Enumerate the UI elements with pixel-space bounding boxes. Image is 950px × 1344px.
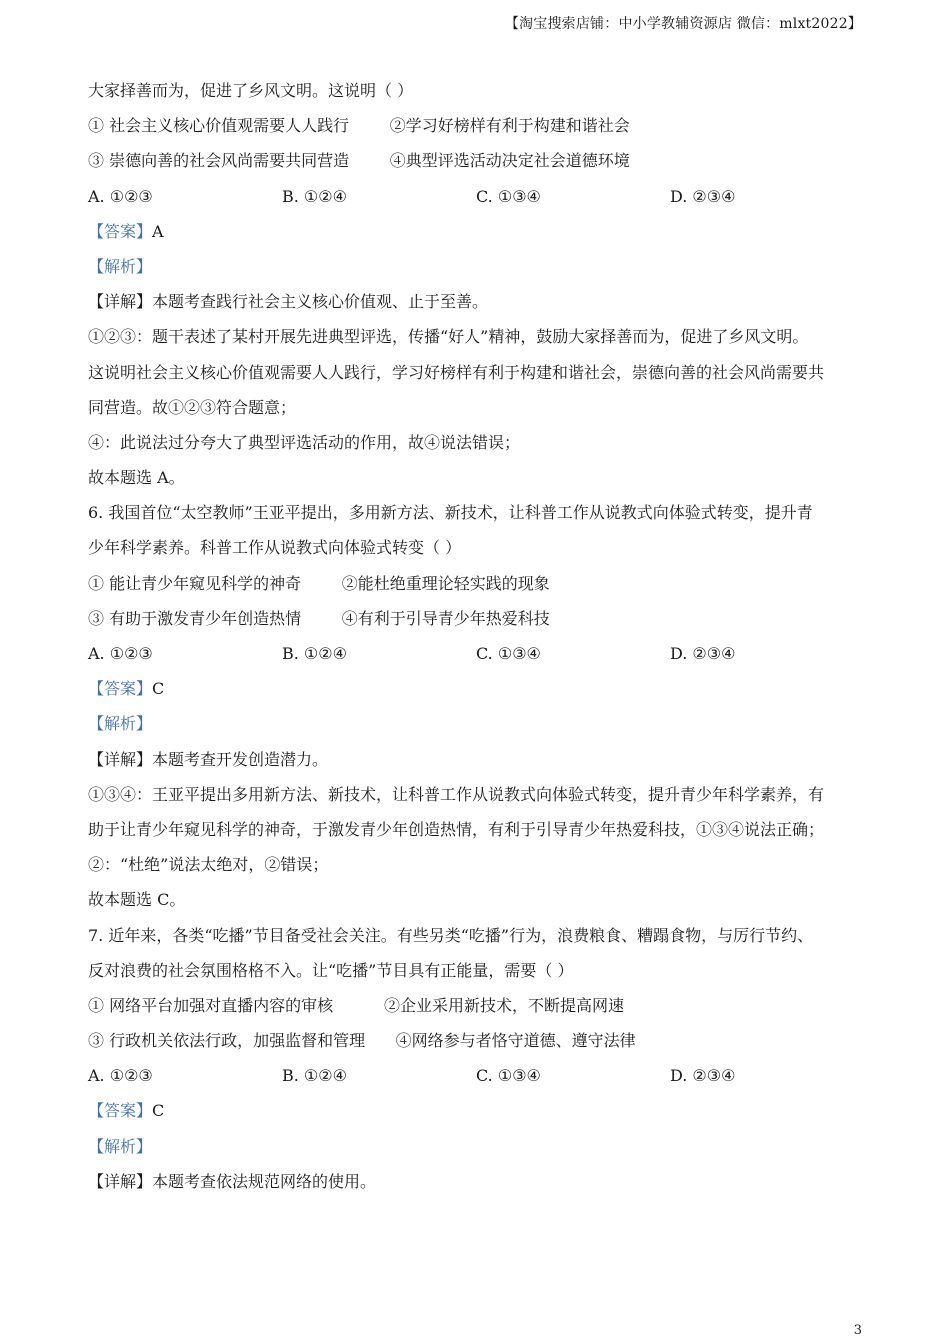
q5-analysis — [88, 254, 878, 289]
q5-statements-1: ① 社会主义核心价值观需要人人践行 ②学习好榜样有利于构建和谐社会 — [88, 116, 630, 136]
q7-option-c: C. ①③④ — [476, 1066, 541, 1086]
q5-answer — [88, 219, 878, 254]
q5-detail-text: 本题考查践行社会主义核心价值观、止于至善。 — [152, 292, 489, 312]
q7-detail — [88, 1169, 878, 1204]
q7-stem-2: 反对浪费的社会氛围格格不入。让“吃播”节目具有正能量，需要（ ） — [88, 960, 574, 980]
q7-statements-1: ① 网络平台加强对直播内容的审核 ②企业采用新技术，不断提高网速 — [88, 995, 624, 1015]
page-number: 3 — [853, 1323, 862, 1338]
q5-explanation-1: ①②③：题干表述了某村开展先进典型评选，传播“好人”精神，鼓励大家择善而为，促进了乡风文明。 — [88, 327, 809, 347]
q7-answer — [88, 1098, 878, 1133]
q7-option-d: D. ②③④ — [670, 1066, 736, 1086]
q6-stem-1: 6. 我国首位“太空教师”王亚平提出，多用新方法、新技术，让科普工作从说教式向体验式转变，提升青 — [88, 503, 813, 523]
analysis-tag: 【解析】 — [88, 256, 153, 276]
q5-explanation-3: 同营造。故①②③符合题意； — [88, 397, 297, 417]
q7-options — [88, 1063, 878, 1098]
q6-option-d: D. ②③④ — [670, 644, 736, 663]
detail-tag: 【详解】 — [88, 292, 153, 312]
q6-statements-2: ③ 有助于激发青少年创造热情 ④有利于引导青少年热爱科技 — [88, 608, 550, 628]
q6-option-c: C. ①③④ — [476, 644, 541, 663]
q6-explanation-2: 助于让青少年窥见科学的神奇，于激发青少年创造热情，有利于引导青少年热爱科技，①③④说法正确； — [88, 819, 825, 839]
q5-detail — [88, 289, 878, 324]
analysis-tag: 【解析】 — [88, 1136, 153, 1156]
q5-statements-2: ③ 崇德向善的社会风尚需要共同营造 ④典型评选活动决定社会道德环境 — [88, 151, 630, 171]
q6-answer — [88, 676, 878, 711]
q5-option-d: D. ②③④ — [670, 186, 736, 206]
detail-tag: 【详解】 — [88, 1171, 153, 1191]
q7-stem-1: 7. 近年来，各类“吃播”节目备受社会关注。有些另类“吃播”行为，浪费粮食、糟蹋食物，与厉行节约、 — [88, 925, 814, 945]
page-header: 【淘宝搜索店铺：中小学教辅资源店 微信：mlxt2022】 — [504, 16, 862, 32]
q6-statements-1: ① 能让青少年窥见科学的神奇 ②能杜绝重理论轻实践的现象 — [88, 573, 550, 593]
q7-option-a: A. ①②③ — [88, 1066, 153, 1086]
q5-option-b: B. ①②④ — [282, 186, 347, 206]
q6-explanation-1: ①③④：王亚平提出多用新方法、新技术，让科普工作从说教式向体验式转变，提升青少年科学素养，有 — [88, 784, 825, 804]
q6-option-a: A. ①②③ — [88, 644, 153, 663]
q6-answer-value: C — [152, 679, 165, 699]
q6-option-b: B. ①②④ — [282, 644, 347, 663]
q6-detail-text: 本题考查开发创造潜力。 — [152, 749, 329, 769]
q7-answer-value: C — [152, 1101, 165, 1121]
q7-statements-2: ③ 行政机关依法行政，加强监督和管理 ④网络参与者恪守道德、遵守法律 — [88, 1031, 636, 1051]
answer-tag: 【答案】 — [88, 679, 153, 699]
q5-option-a: A. ①②③ — [88, 186, 153, 206]
answer-tag: 【答案】 — [88, 1101, 153, 1121]
q5-stem: 大家择善而为，促进了乡风文明。这说明（ ） — [88, 81, 414, 100]
q7-analysis — [88, 1134, 878, 1169]
q6-options — [88, 641, 878, 676]
document-body — [88, 78, 878, 1204]
analysis-tag: 【解析】 — [88, 714, 153, 734]
q5-option-c: C. ①③④ — [476, 186, 541, 206]
q6-analysis — [88, 711, 878, 746]
q6-stem-2: 少年科学素养。科普工作从说教式向体验式转变（ ） — [88, 538, 462, 558]
q7-option-b: B. ①②④ — [282, 1066, 347, 1086]
q6-conclusion: 故本题选 C。 — [88, 890, 186, 910]
q6-explanation-3: ②：“杜绝”说法太绝对，②错误； — [88, 855, 329, 875]
q7-detail-text: 本题考查依法规范网络的使用。 — [152, 1171, 377, 1191]
q6-detail — [88, 747, 878, 782]
q5-answer-value: A — [152, 221, 164, 241]
q5-options — [88, 184, 878, 219]
q5-conclusion: 故本题选 A。 — [88, 468, 185, 488]
detail-tag: 【详解】 — [88, 749, 153, 769]
q5-explanation-4: ④：此说法过分夸大了典型评选活动的作用，故④说法错误； — [88, 432, 521, 452]
q5-explanation-2: 这说明社会主义核心价值观需要人人践行，学习好榜样有利于构建和谐社会，崇德向善的社会风尚需要共 — [88, 362, 825, 382]
answer-tag: 【答案】 — [88, 221, 153, 241]
